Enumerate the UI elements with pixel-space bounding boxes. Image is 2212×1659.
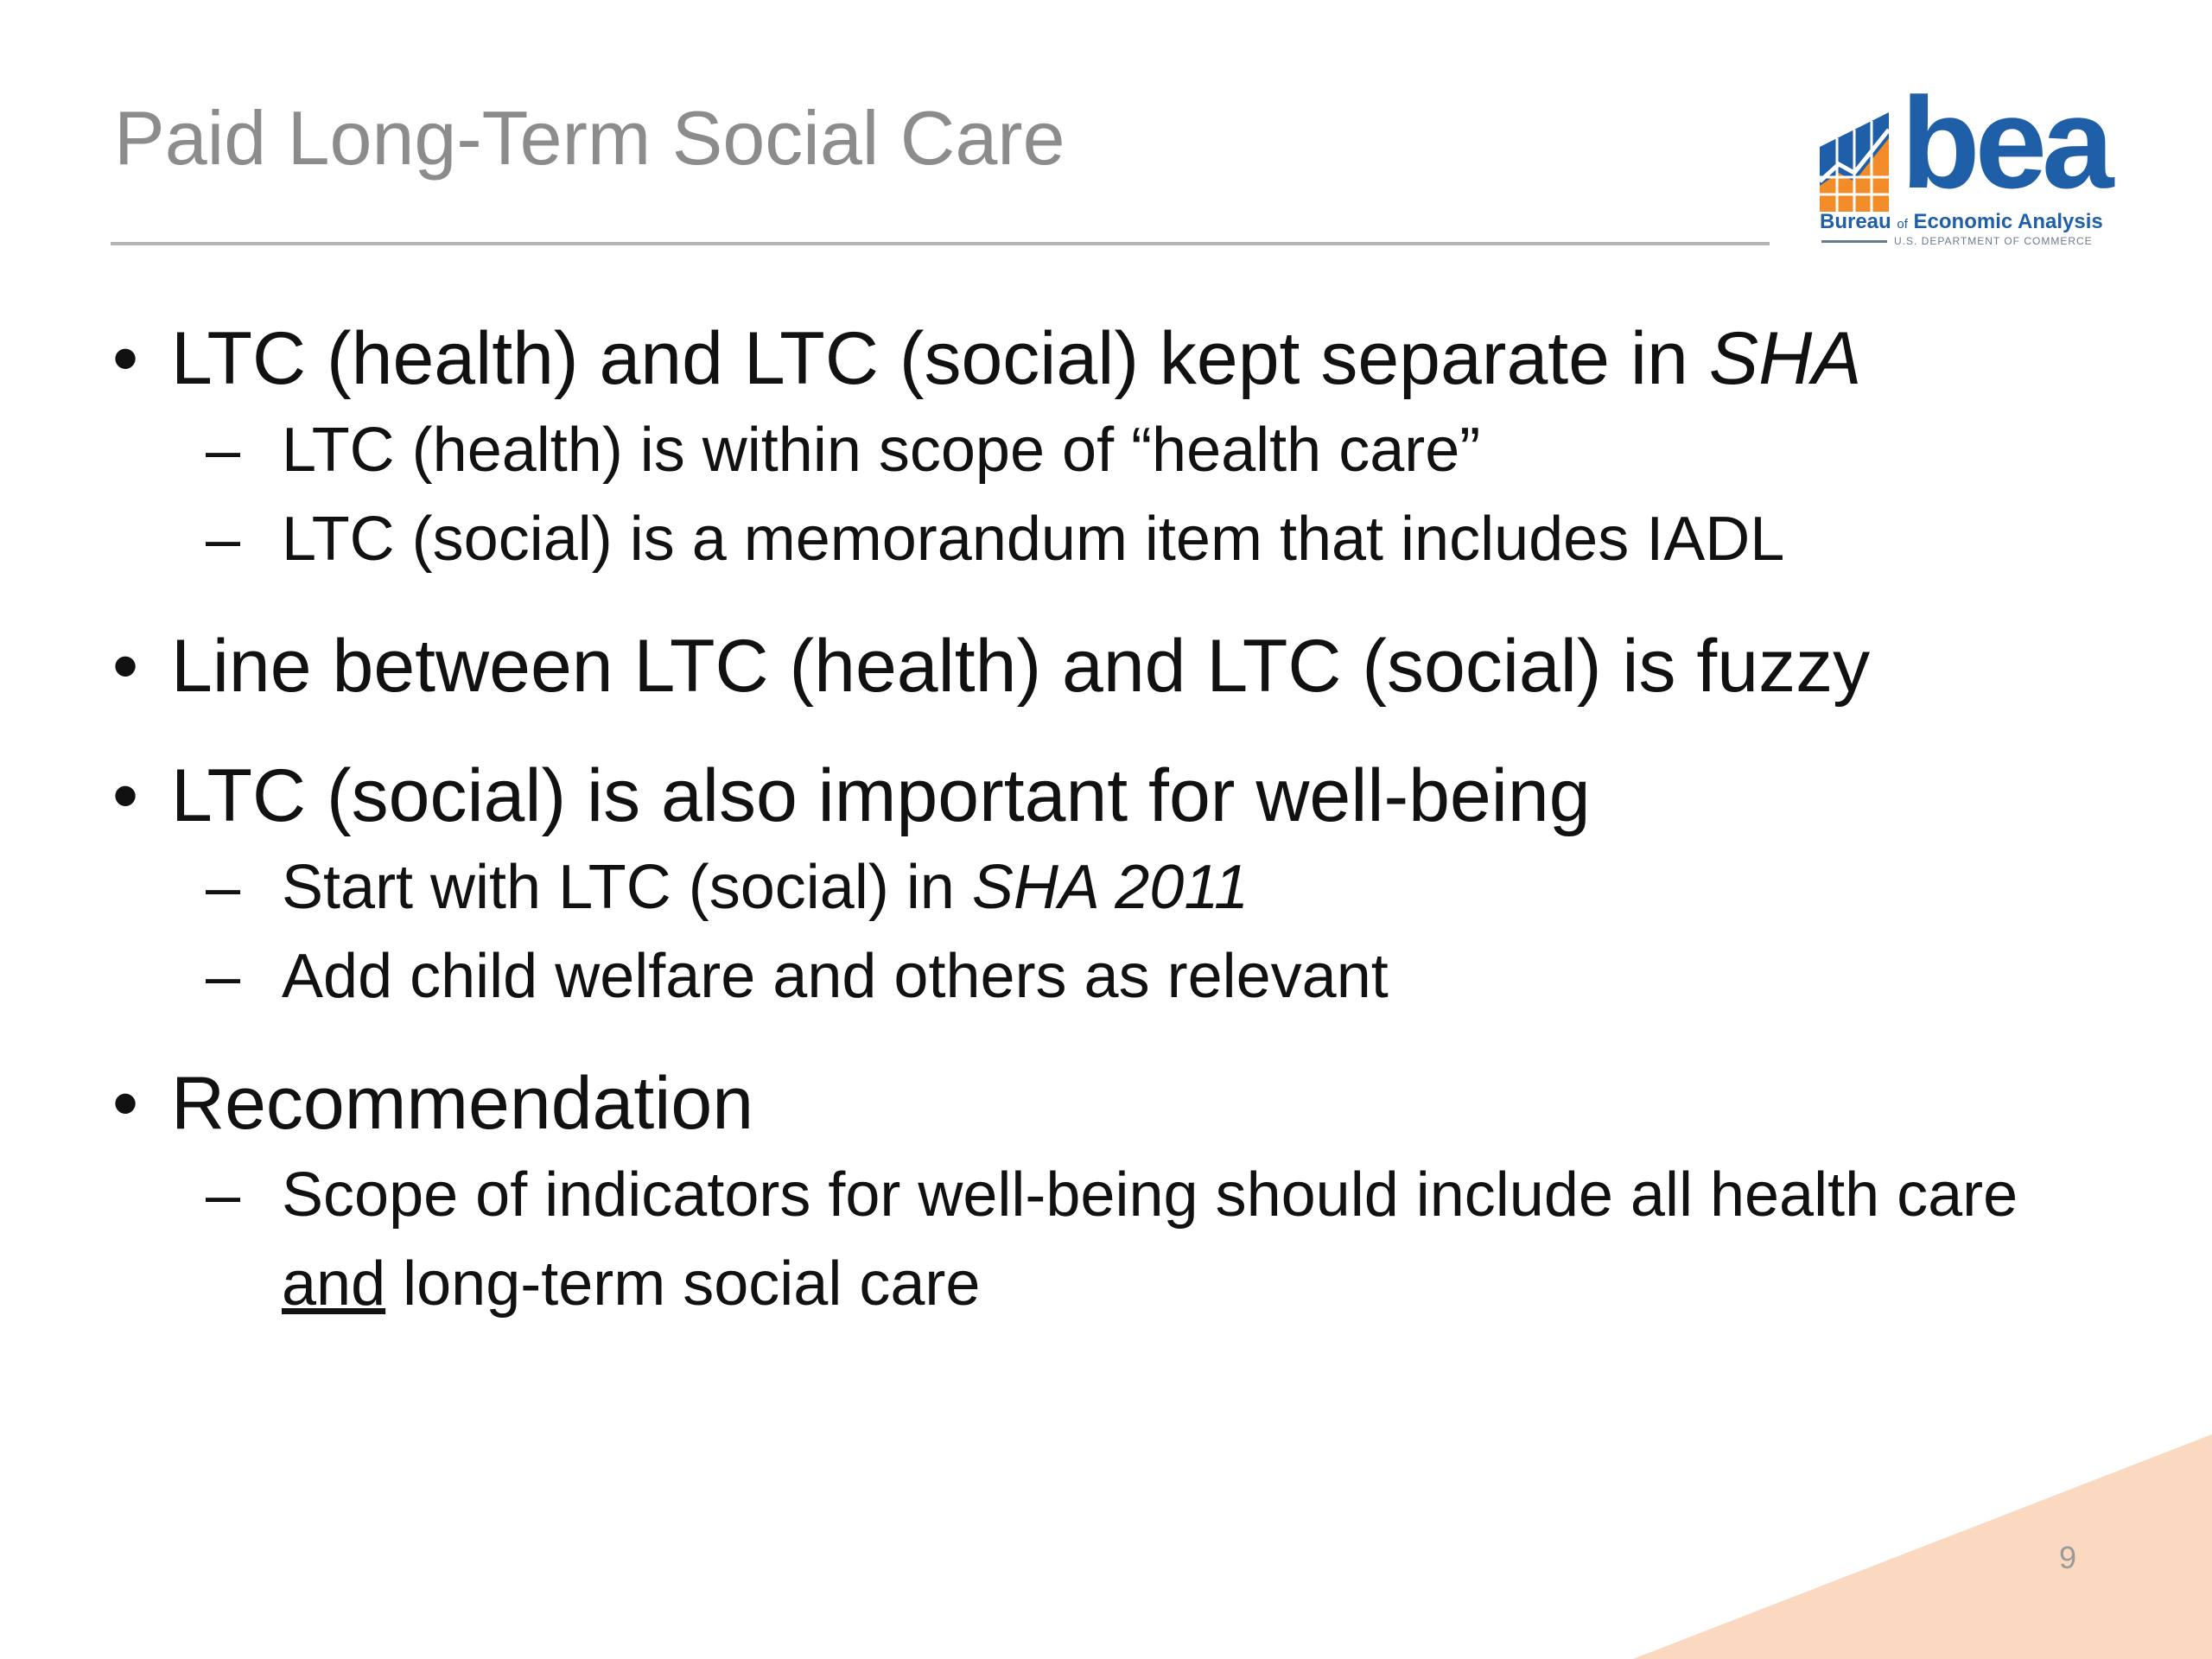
bullet-item: • Recommendation bbox=[112, 1056, 2100, 1151]
sub-bullet-item: – Add child welfare and others as relevant bbox=[112, 932, 2100, 1021]
sub-bullet-item: – LTC (health) is within scope of “health care” bbox=[112, 406, 2100, 495]
slide-title: Paid Long-Term Social Care bbox=[114, 95, 1065, 181]
title-divider bbox=[111, 242, 1770, 245]
page-number: 9 bbox=[2059, 1540, 2077, 1575]
bea-chart-icon bbox=[1820, 112, 1906, 216]
logo-rule bbox=[1821, 240, 1887, 243]
bullet-item: • LTC (health) and LTC (social) kept separate in SHA bbox=[112, 311, 2100, 406]
sub-bullet-item: – Start with LTC (social) in SHA 2011 bbox=[112, 843, 2100, 932]
sub-bullet-item: – LTC (social) is a memorandum item that includes IADL bbox=[112, 495, 2100, 584]
bea-logo bbox=[1815, 70, 2109, 259]
bea-subtitle: Bureau of Economic Analysis bbox=[1820, 210, 2103, 233]
bullet-item: • Line between LTC (health) and LTC (social) is fuzzy bbox=[112, 619, 2100, 714]
sub-bullet-item: – Scope of indicators for well-being should include all health care and long-term social care bbox=[112, 1151, 2096, 1329]
bullet-item: • LTC (social) is also important for well-being bbox=[112, 748, 2100, 843]
bea-department: U.S. DEPARTMENT OF COMMERCE bbox=[1894, 235, 2093, 247]
slide-body bbox=[112, 311, 2100, 1329]
bea-wordmark: bea bbox=[1901, 70, 2109, 215]
